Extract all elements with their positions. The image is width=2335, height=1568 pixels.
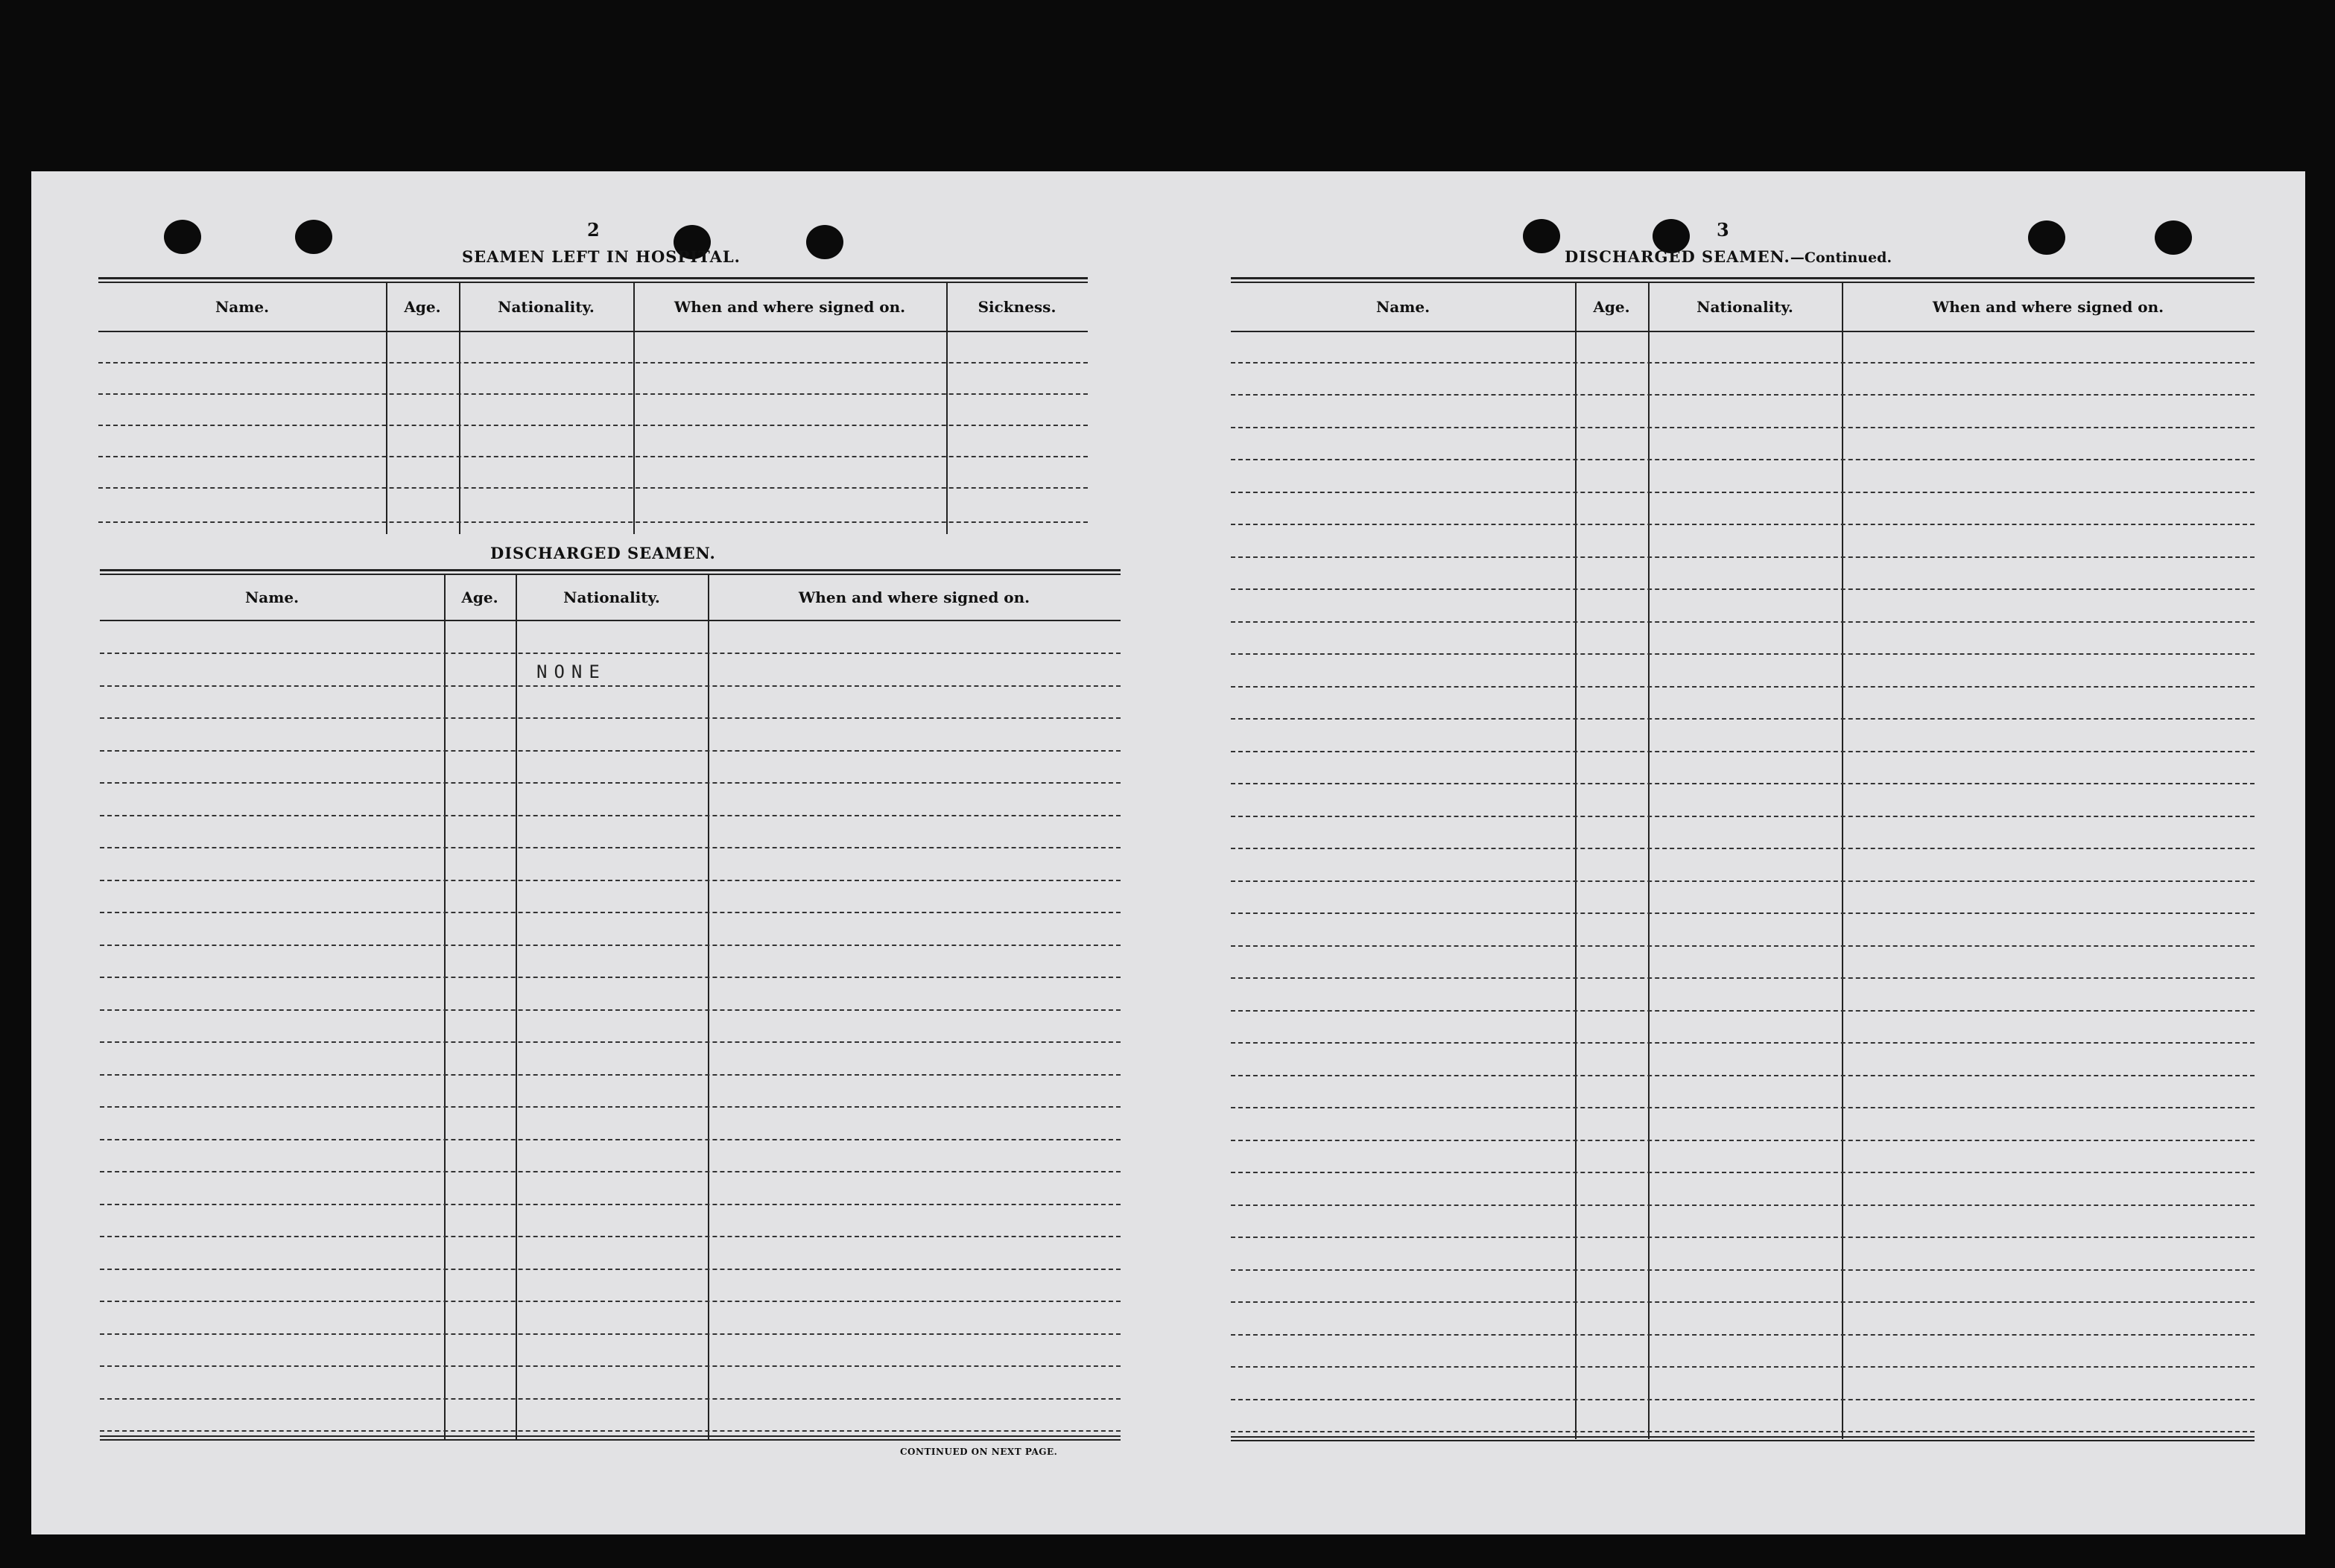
column-header-nationality: Nationality. [1696, 298, 1793, 316]
column-header-sickness: Sickness. [978, 298, 1056, 316]
discharged-continued-title [1565, 247, 1892, 266]
column-header-nationality: Nationality. [563, 588, 660, 606]
discharged-table-left [100, 569, 1121, 1444]
continued-note: CONTINUED ON NEXT PAGE. [900, 1447, 1058, 1457]
column-header-name: Name. [1375, 298, 1431, 316]
discharged-table-right [1231, 277, 2255, 1447]
typed-entry: NONE [536, 661, 606, 682]
column-header-age: Age. [461, 588, 498, 606]
column-header-name: Name. [215, 298, 270, 316]
punch-hole [1523, 219, 1560, 253]
page-number-left: 2 [587, 219, 600, 241]
column-header-signed-on: When and where signed on. [674, 298, 906, 316]
column-header-signed-on: When and where signed on. [1932, 298, 2164, 316]
column-header-name: Name. [244, 588, 300, 606]
column-header-age: Age. [404, 298, 441, 316]
punch-hole [2155, 220, 2192, 255]
hospital-table [98, 277, 1088, 534]
punch-hole [164, 220, 201, 254]
discharged-section-title: DISCHARGED SEAMEN. [490, 544, 716, 562]
column-header-age: Age. [1593, 298, 1630, 316]
page-number-right: 3 [1717, 219, 1729, 241]
section-title: DISCHARGED SEAMEN. [1565, 247, 1790, 266]
punch-hole [295, 220, 332, 254]
punch-hole [806, 225, 843, 259]
column-header-nationality: Nationality. [498, 298, 595, 316]
ledger-sheet [31, 171, 2305, 1534]
punch-hole [2028, 220, 2065, 255]
column-header-signed-on: When and where signed on. [798, 588, 1030, 606]
continued-suffix: —Continued. [1790, 250, 1892, 266]
hospital-section-title: SEAMEN LEFT IN HOSPITAL. [462, 247, 741, 266]
